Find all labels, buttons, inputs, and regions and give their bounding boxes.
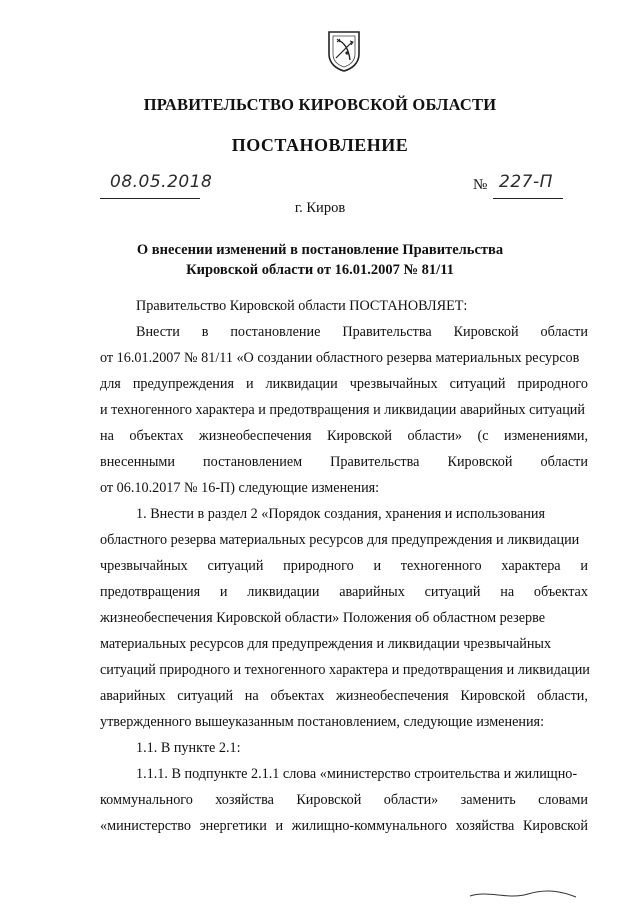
body-word: Правительства [342,324,432,340]
body-line: от 16.01.2007 № 81/11 «О создании областного резерва материальных ресурсов [100,350,580,366]
body-word: чрезвычайных [100,558,188,574]
body-word: ситуаций [207,558,264,574]
body-word: жизнеобеспечения [198,428,312,444]
body-line [100,816,588,836]
body-word: ситуаций [424,584,481,600]
body-word: области [540,324,588,340]
body-word: природного [517,376,588,392]
body-line [100,686,588,706]
body-word: заменить [460,792,516,808]
body-line: и техногенного характера и предотвращения и ликвидации аварийных ситуаций [100,402,585,418]
body-word: коммунального [100,792,193,808]
body-word: жилищно-коммунального [291,818,447,834]
body-line: утвержденного вышеуказанным постановлением, следующие изменения: [100,714,545,730]
body-word: на [100,428,114,444]
document-date: 08.05.2018 [110,172,213,192]
body-word: Кировской [522,818,588,834]
body-word: постановлением [203,454,303,470]
number-field [493,172,563,199]
body-word: и [373,558,382,574]
body-word: аварийных [339,584,405,600]
body-word: (с [477,428,489,444]
body-word: Кировской [296,792,362,808]
body-word: ликвидации [265,376,338,392]
body-line [100,452,588,472]
body-word: и [245,376,254,392]
body-word: Кировской [453,324,519,340]
body-word: ситуаций [449,376,506,392]
body-word: словами [538,792,588,808]
subject-line: Кировской области от 16.01.2007 № 81/11 [186,262,454,278]
body-word: и [580,558,588,574]
document-subject [0,240,640,280]
number-label: № [473,177,488,193]
body-word: Кировской [460,688,526,704]
body-line: 1. Внести в раздел 2 «Порядок создания, хранения и использования [136,506,546,522]
body-line: 1.1.1. В подпункте 2.1.1 слова «министерство строительства и жилищно- [136,766,578,782]
body-word: и [275,818,284,834]
body-word: на [500,584,515,600]
body-line: 1.1. В пункте 2.1: [136,740,241,756]
body-word: хозяйства [455,818,515,834]
body-line [100,374,588,394]
body-word: Правительства [330,454,420,470]
body-word: области [540,454,588,470]
city: г. Киров [294,200,346,216]
body-word: природного [283,558,354,574]
body-word: хозяйства [215,792,274,808]
body-line [100,790,588,810]
body-word: для [100,376,121,392]
body-word: аварийных [100,688,166,704]
date-field [100,172,213,199]
subject-line: О внесении изменений в постановление Правительства [136,242,504,258]
body-word: Кировской [447,454,513,470]
body-word: Кировской [327,428,393,444]
body-line: жизнеобеспечения Кировской области» Положения об областном резерве [100,610,546,626]
body-word: постановление [230,324,321,340]
body-word: ликвидации [247,584,320,600]
document-number: 227-П [499,172,553,192]
body-word: характера [501,558,561,574]
body-line: от 06.10.2017 № 16-П) следующие изменения: [100,480,380,496]
body-word: объектах [129,428,184,444]
body-word: ситуаций [177,688,234,704]
body-word: в [201,324,209,340]
body-word: Внести [136,324,180,340]
body-word: предупреждения [132,376,234,392]
body-line [100,426,588,446]
coat-of-arms-icon [326,30,362,72]
body-word: области, [536,688,588,704]
body-word: техногенного [400,558,482,574]
body-line [100,556,588,576]
body-line: ситуаций природного и техногенного характера и предотвращения и ликвидации [100,662,590,678]
body-word: внесенными [100,454,175,470]
document-type: ПОСТАНОВЛЕНИЕ [231,135,409,155]
body-word: объектах [533,584,588,600]
body-word: предотвращения [100,584,201,600]
body-line: материальных ресурсов для предупреждения и ликвидации чрезвычайных [100,636,552,652]
body-word: на [244,688,259,704]
body-word: объектах [270,688,325,704]
body-word: и [219,584,228,600]
body-word: изменениями, [504,428,588,444]
margin-mark [468,888,578,902]
body-word: области» [383,792,439,808]
body-word: чрезвычайных [349,376,438,392]
body-word: «министерство [100,818,191,834]
intro-paragraph: Правительство Кировской области ПОСТАНОВЛЯЕТ: [136,298,468,314]
body-line [136,322,588,342]
body-word: области» [407,428,463,444]
organization-title: ПРАВИТЕЛЬСТВО КИРОВСКОЙ ОБЛАСТИ [143,95,497,114]
body-line [100,582,588,602]
body-word: жизнеобеспечения [336,688,449,704]
body-word: энергетики [199,818,267,834]
body-line: областного резерва материальных ресурсов для предупреждения и ликвидации [100,532,580,548]
